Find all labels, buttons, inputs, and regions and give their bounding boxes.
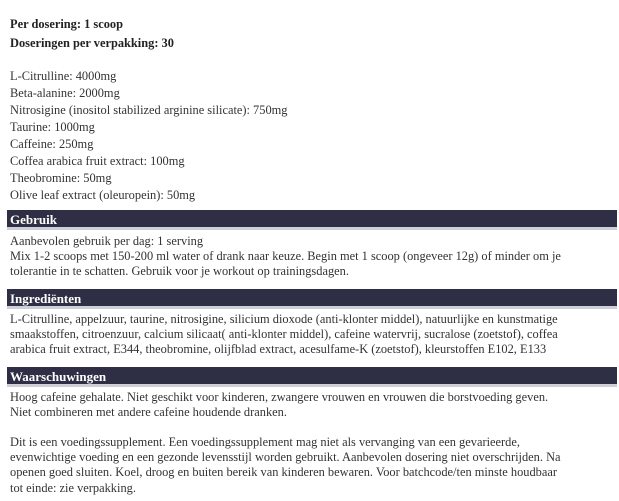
ingredients-text: L-Citrulline, appelzuur, taurine, nitrosigine, silicium dioxode (anti-klonter middel), natuurlijke en kunstmatige (10, 312, 558, 326)
per-dose-heading: Per dosering: 1 scoop (10, 17, 123, 31)
warnings-text: Niet combineren met andere cafeine houdende dranken. (10, 405, 287, 419)
ingredients-section-header: Ingrediënten (7, 289, 617, 309)
nutrient-line: Theobromine: 50mg (10, 171, 112, 185)
warnings-section-header: Waarschuwingen (7, 367, 617, 387)
nutrient-line: Beta-alanine: 2000mg (10, 86, 120, 100)
nutrient-line: L-Citrulline: 4000mg (10, 69, 117, 83)
ingredients-text: smaakstoffen, citroenzuur, calcium silicaat( anti-klonter middel), cafeine watervrij, sucralose (zoetstof), coffea (10, 327, 558, 341)
nutrient-line: Coffea arabica fruit extract: 100mg (10, 154, 185, 168)
warnings-text: Hoog cafeine gehalate. Niet geschikt voor kinderen, zwangere vrouwen en vrouwen die borstvoeding geven. (10, 390, 549, 404)
supplement-notice-text: evenwichtige voeding en een gezonde levensstijl worden gebruikt. Aanbevolen dosering niet overschrijden. Na (10, 450, 561, 464)
usage-text: tolerantie in te schatten. Gebruik voor je workout op trainingsdagen. (10, 264, 349, 278)
supplement-notice-text: tot einde: zie verpakking. (10, 481, 136, 495)
nutrient-line: Olive leaf extract (oleuropein): 50mg (10, 188, 196, 202)
nutrient-line: Taurine: 1000mg (10, 120, 95, 134)
usage-text: Aanbevolen gebruik per dag: 1 serving (10, 234, 204, 248)
usage-section-header: Gebruik (7, 210, 617, 230)
usage-text: Mix 1-2 scoops met 150-200 ml water of drank naar keuze. Begin met 1 scoop (ongeveer 12g) of minder om je (10, 249, 561, 263)
supplement-notice-text: Dit is een voedingssupplement. Een voedingssupplement mag niet als vervanging van een gevarieerde, (10, 435, 520, 449)
supplement-notice-text: openen goed sluiten. Koel, droog en buiten bereik van kinderen bewaren. Voor batchcode/ten minste houdbaar (10, 465, 557, 479)
nutrient-line: Caffeine: 250mg (10, 137, 94, 151)
ingredients-text: arabica fruit extract, E344, theobromine, olijfblad extract, acesulfame-K (zoetstof), kleurstoffen E102, E133 (10, 342, 547, 356)
doses-per-pack-heading: Doseringen per verpakking: 30 (10, 36, 174, 50)
nutrient-line: Nitrosigine (inositol stabilized arginine silicate): 750mg (10, 103, 288, 117)
